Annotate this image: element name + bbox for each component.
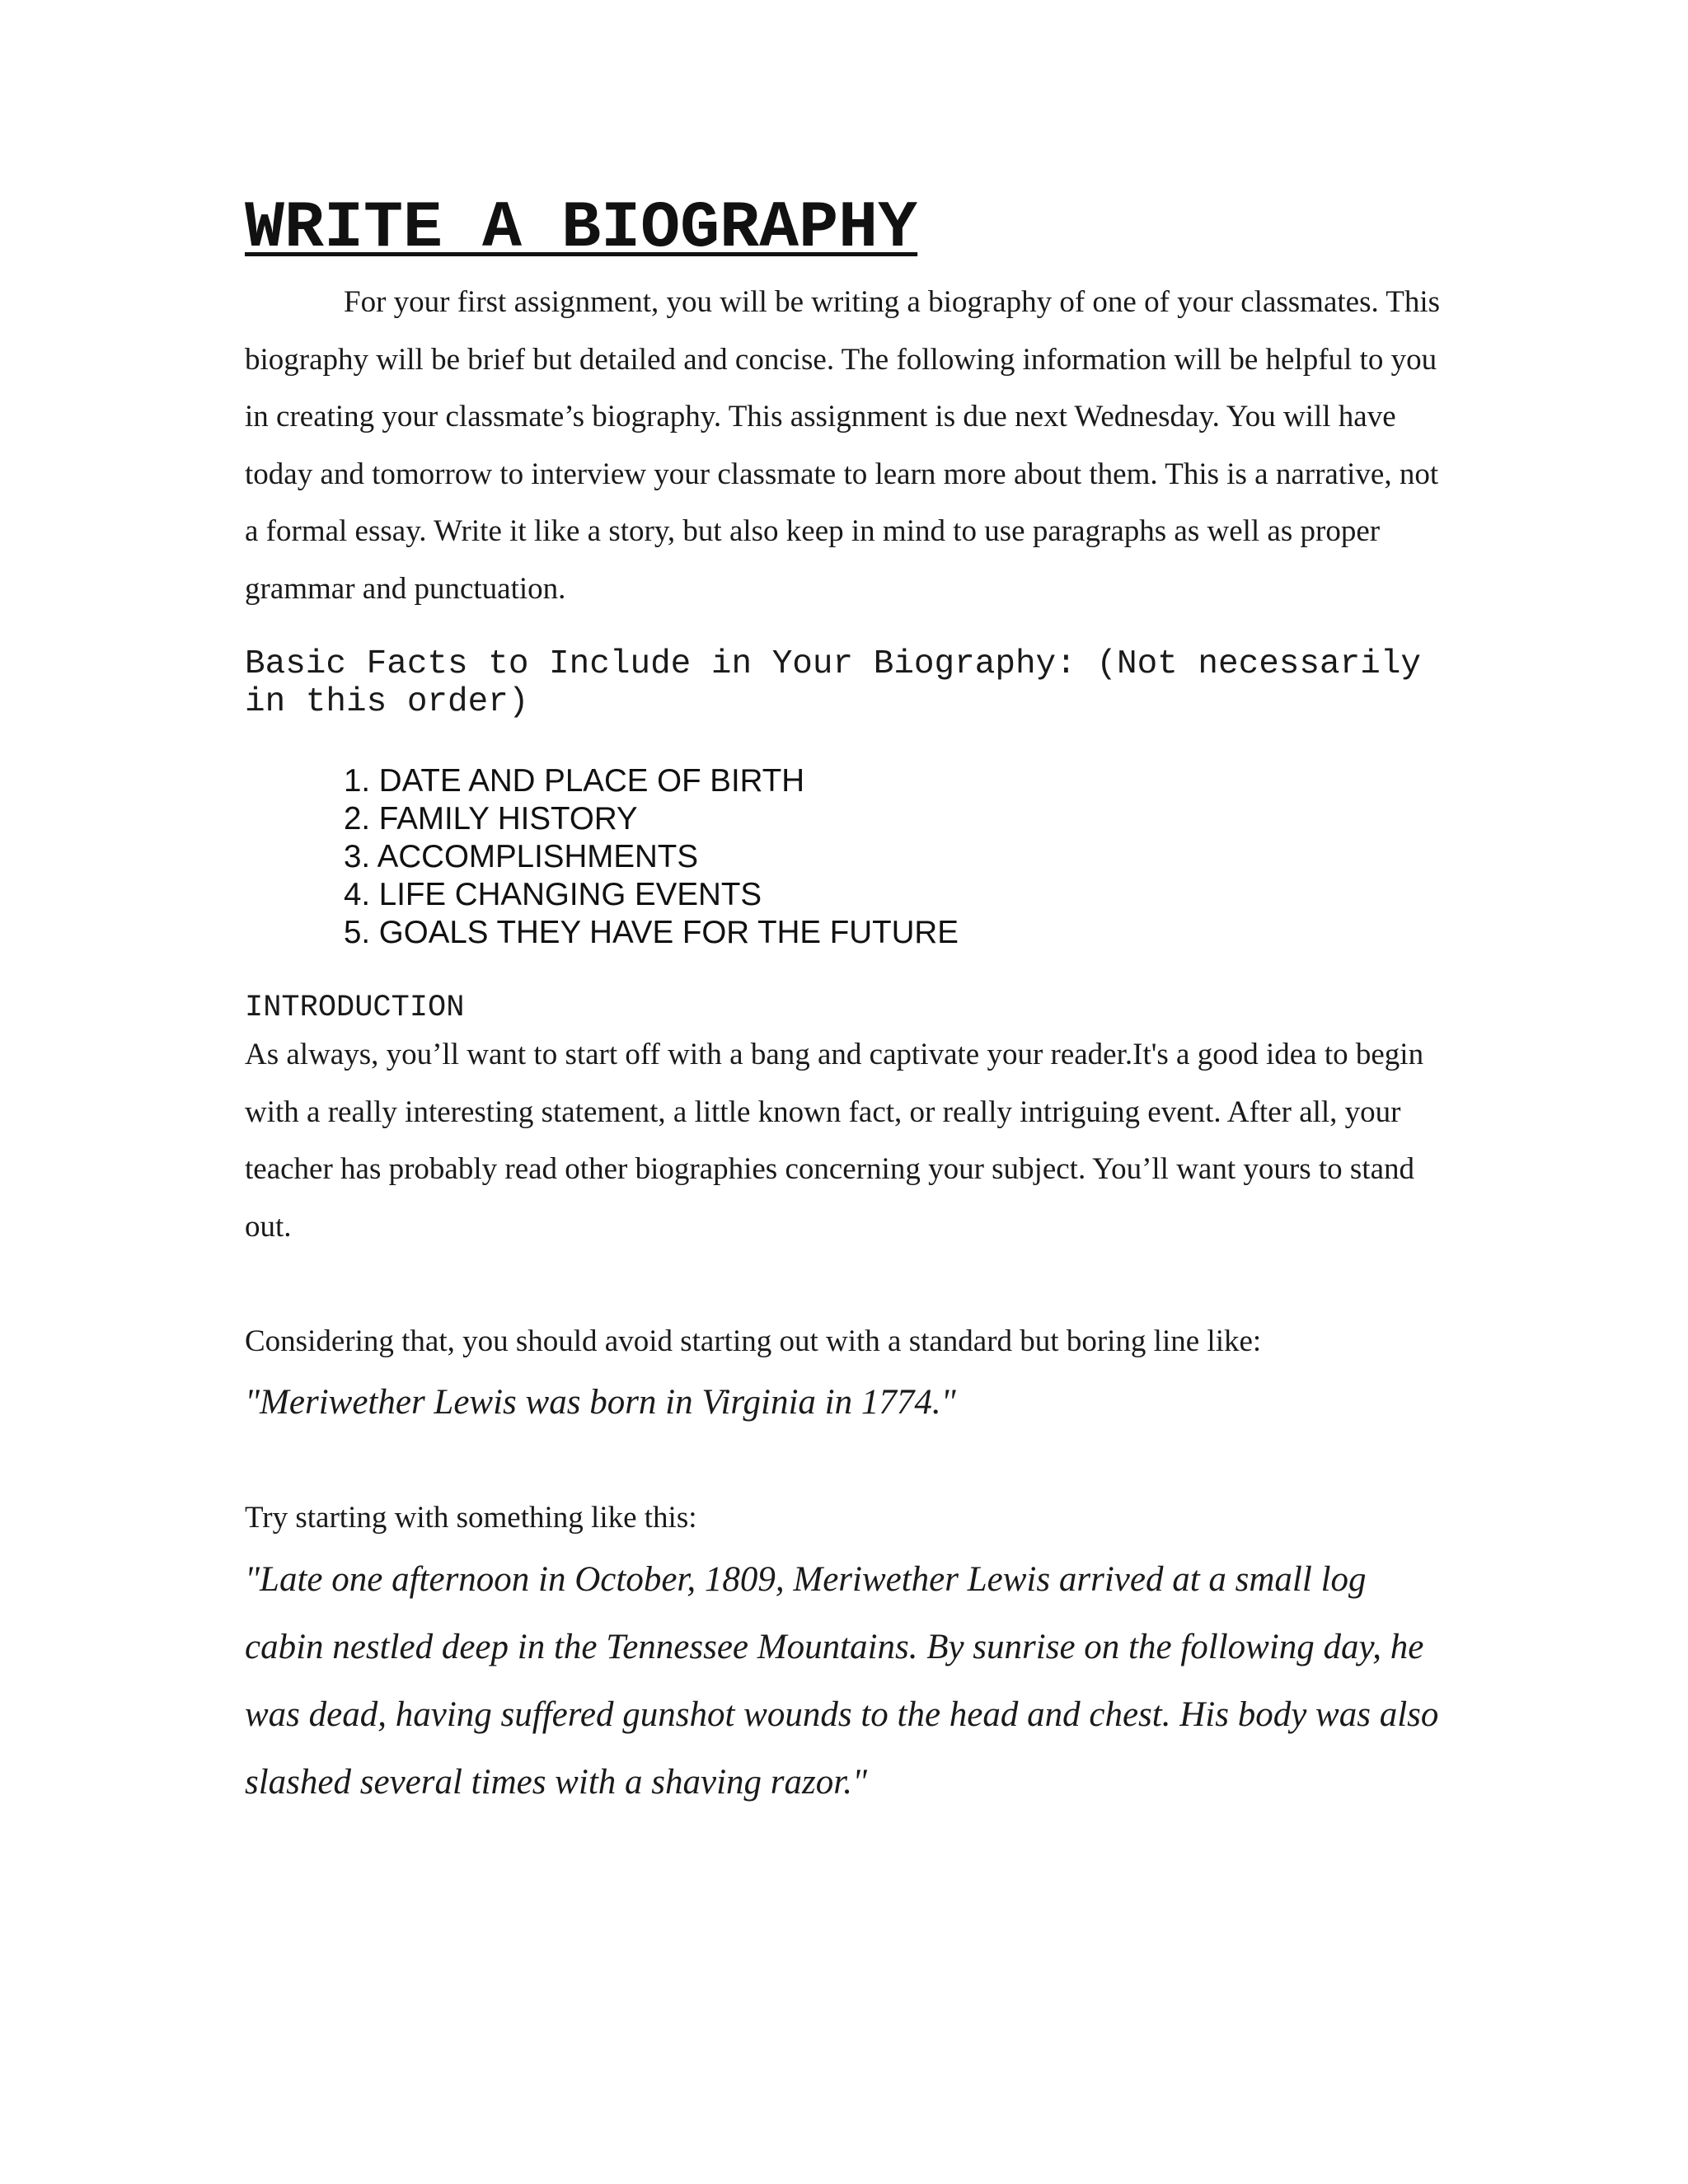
- introduction-paragraph: As always, you’ll want to start off with a bang and captivate your reader.It's a good idea to begin with a really interesting statement, a little known fact, or really intriguing event. After all, your teacher has probably read other biographies concerning your subject. You’ll want yours to stand out.: [245, 1038, 1424, 1244]
- list-item: 3. ACCOMPLISHMENTS: [344, 839, 699, 874]
- list-item: 2. FAMILY HISTORY: [344, 801, 638, 837]
- list-item: 4. LIFE CHANGING EVENTS: [344, 877, 762, 912]
- facts-heading: Basic Facts to Include in Your Biography: (Not necessarily in this order): [245, 645, 1422, 721]
- document-content: [245, 190, 1448, 1816]
- avoid-line: Considering that, you should avoid starting out with a standard but boring line like:: [245, 1324, 1262, 1358]
- document-title: WRITE A BIOGRAPHY: [245, 191, 918, 266]
- boring-example-quote: "Meriwether Lewis was born in Virginia in 1774.": [245, 1382, 956, 1422]
- spacer: [245, 1435, 1448, 1489]
- spacer: [245, 1255, 1448, 1313]
- list-item: 1. DATE AND PLACE OF BIRTH: [344, 763, 805, 799]
- list-item: 5. GOALS THEY HAVE FOR THE FUTURE: [344, 915, 959, 950]
- introduction-heading: INTRODUCTION: [245, 991, 465, 1025]
- good-example-quote: "Late one afternoon in October, 1809, Meriwether Lewis arrived at a small log cabin nestled deep in the Tennessee Mountains. By sunrise on the following day, he was dead, having suffered gunshot wounds to the head and chest. His body was also slashed several times with a shaving razor.": [245, 1560, 1439, 1802]
- try-line: Try starting with something like this:: [245, 1500, 697, 1535]
- facts-list: [344, 762, 1448, 952]
- assignment-paragraph: For your first assignment, you will be writing a biography of one of your classmates. This biography will be brief but detailed and concise. The following information will be helpful to you in creating your classmate’s biography. This assignment is due next Wednesday. You will have today and tomorrow to interview your classmate to learn more about them. This is a narrative, not a formal essay. Write it like a story, but also keep in mind to use paragraphs as well as proper grammar and punctuation.: [245, 285, 1441, 606]
